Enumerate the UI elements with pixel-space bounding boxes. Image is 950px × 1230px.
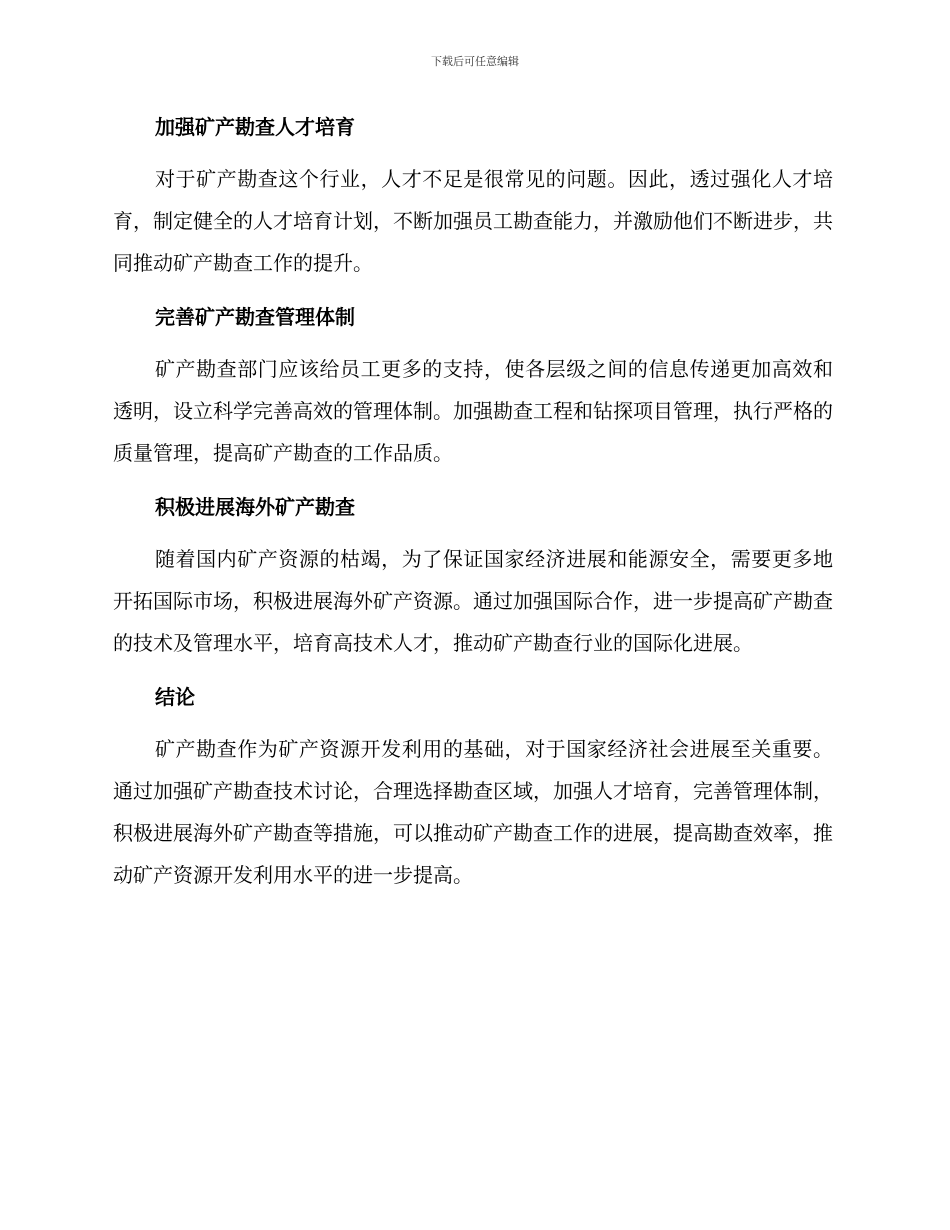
section-paragraph: 随着国内矿产资源的枯竭，为了保证国家经济进展和能源安全，需要更多地开拓国际市场，积极进展海外矿产资源。通过加强国际合作，进一步提高矿产勘查的技术及管理水平，培育高技术人才，推动矿产勘查行业的国际化进展。 — [113, 547, 833, 655]
section-heading: 加强矿产勘查人才培育 — [155, 115, 355, 139]
section-overseas-exploration — [113, 486, 833, 664]
section-heading: 完善矿产勘查管理体制 — [155, 305, 355, 329]
section-management-system — [113, 296, 833, 474]
section-conclusion — [113, 676, 833, 896]
section-heading: 积极进展海外矿产勘查 — [155, 495, 355, 519]
section-paragraph: 矿产勘查部门应该给员工更多的支持，使各层级之间的信息传递更加高效和透明，设立科学完善高效的管理体制。加强勘查工程和钻探项目管理，执行严格的质量管理，提高矿产勘查的工作品质。 — [113, 357, 833, 465]
page-header: 下载后可任意编辑 — [431, 55, 519, 68]
section-paragraph: 对于矿产勘查这个行业，人才不足是很常见的问题。因此，透过强化人才培育，制定健全的人才培育计划，不断加强员工勘查能力，并激励他们不断进步，共同推动矿产勘查工作的提升。 — [113, 167, 833, 275]
section-talent-cultivation — [113, 106, 833, 284]
section-heading: 结论 — [155, 685, 195, 709]
document-body — [113, 106, 833, 908]
section-paragraph: 矿产勘查作为矿产资源开发利用的基础，对于国家经济社会进展至关重要。通过加强矿产勘查技术讨论，合理选择勘查区域，加强人才培育，完善管理体制，积极进展海外矿产勘查等措施，可以推动矿产勘查工作的进展，提高勘查效率，推动矿产资源开发利用水平的进一步提高。 — [113, 737, 833, 887]
